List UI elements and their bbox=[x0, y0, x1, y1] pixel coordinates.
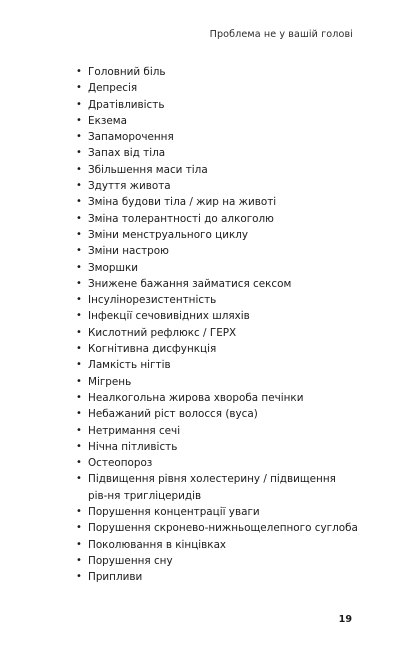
list-item bbox=[76, 64, 356, 80]
list-item-text: Неалкогольна жирова хвороба печінки bbox=[88, 391, 304, 404]
list-item-text: Нетримання сечі bbox=[88, 424, 181, 437]
bullet-icon: • bbox=[76, 66, 82, 77]
list-item bbox=[76, 553, 356, 569]
list-item-text: Порушення концентрації уваги bbox=[88, 506, 260, 519]
list-item-text: Зміна будови тіла / жир на животі bbox=[88, 196, 277, 209]
list-item bbox=[76, 390, 356, 406]
list-item-text: Запах від тіла bbox=[88, 147, 166, 160]
list-item-text: Зміни настрою bbox=[88, 245, 169, 258]
bullet-icon: • bbox=[76, 228, 82, 240]
list-item bbox=[76, 504, 356, 520]
bullet-icon: • bbox=[76, 114, 82, 126]
bullet-icon: • bbox=[76, 457, 82, 469]
list-item-text: Поколювання в кінцівках bbox=[88, 538, 227, 551]
list-item bbox=[76, 145, 356, 161]
bullet-icon: • bbox=[76, 440, 82, 452]
list-item bbox=[76, 162, 356, 178]
bullet-icon: • bbox=[76, 326, 82, 338]
list-item bbox=[76, 276, 356, 292]
list-item bbox=[76, 341, 356, 357]
list-item bbox=[76, 113, 356, 129]
bullet-icon: • bbox=[76, 343, 82, 355]
list-item-text: Знижене бажання займатися сексом bbox=[88, 277, 292, 290]
running-header: Проблема не у вашій голові bbox=[209, 29, 353, 40]
bullet-icon: • bbox=[76, 196, 82, 208]
bullet-icon: • bbox=[76, 147, 82, 159]
list-item-text: Запаморочення bbox=[88, 131, 174, 144]
bullet-icon: • bbox=[76, 261, 82, 273]
bullet-icon: • bbox=[76, 375, 82, 387]
list-item bbox=[76, 227, 356, 243]
list-item bbox=[76, 194, 356, 210]
bullet-icon: • bbox=[76, 538, 82, 550]
list-item bbox=[76, 357, 356, 373]
bullet-icon: • bbox=[76, 245, 82, 257]
bullet-icon: • bbox=[76, 359, 82, 371]
list-item-text: Мігрень bbox=[88, 375, 132, 388]
list-item-text: Здуття живота bbox=[88, 180, 171, 193]
list-item-text: Кислотний рефлюкс / ГЕРХ bbox=[88, 326, 237, 339]
list-item-text: Інсулінорезистентність bbox=[88, 294, 217, 307]
bullet-icon: • bbox=[76, 277, 82, 289]
list-item-text: Ламкість нігтів bbox=[88, 359, 171, 372]
list-item-text: Екзема bbox=[88, 114, 127, 127]
list-item-text: Зморшки bbox=[88, 261, 138, 274]
list-item bbox=[76, 260, 356, 276]
list-item-text: Нічна пітливість bbox=[88, 440, 178, 453]
page-number: 19 bbox=[338, 614, 352, 625]
list-item-text: Зміни менструального циклу bbox=[88, 228, 249, 241]
bullet-icon: • bbox=[76, 506, 82, 518]
bullet-icon: • bbox=[76, 131, 82, 143]
bullet-icon: • bbox=[76, 522, 82, 534]
bullet-icon: • bbox=[76, 554, 82, 566]
list-item bbox=[76, 423, 356, 439]
list-item-text: Порушення скронево-нижньощелепного суглоба bbox=[88, 522, 358, 535]
list-item-text: Інфекції сечовивідних шляхів bbox=[88, 310, 250, 323]
list-item-text: Остеопороз bbox=[88, 457, 153, 470]
list-item bbox=[76, 374, 356, 390]
bullet-icon: • bbox=[76, 424, 82, 436]
list-item bbox=[76, 471, 350, 504]
list-item-text: Припливи bbox=[88, 571, 143, 584]
list-item bbox=[76, 406, 356, 422]
list-item bbox=[76, 455, 356, 471]
bullet-icon: • bbox=[76, 473, 82, 485]
list-item-text: Підвищення рівня холестерину / підвищення рів-ня тригліцеридів bbox=[88, 473, 336, 502]
list-item-text: Небажаний ріст волосся (вуса) bbox=[88, 408, 258, 421]
bullet-icon: • bbox=[76, 163, 82, 175]
list-item bbox=[76, 211, 356, 227]
list-item-text: Головний біль bbox=[88, 66, 166, 78]
bullet-icon: • bbox=[76, 82, 82, 94]
list-item bbox=[76, 520, 356, 536]
symptom-list bbox=[76, 64, 356, 586]
list-item bbox=[76, 243, 356, 259]
bullet-icon: • bbox=[76, 391, 82, 403]
bullet-icon: • bbox=[76, 98, 82, 110]
bullet-icon: • bbox=[76, 212, 82, 224]
list-item bbox=[76, 308, 356, 324]
list-item bbox=[76, 178, 356, 194]
list-item-text: Збільшення маси тіла bbox=[88, 163, 208, 176]
list-item bbox=[76, 569, 356, 585]
list-item bbox=[76, 129, 356, 145]
bullet-icon: • bbox=[76, 571, 82, 583]
list-item bbox=[76, 97, 356, 113]
list-item-text: Зміна толерантності до алкоголю bbox=[88, 212, 274, 225]
list-item-text: Дратівливість bbox=[88, 98, 165, 111]
list-item bbox=[76, 537, 356, 553]
list-item-text: Когнітивна дисфункція bbox=[88, 343, 217, 356]
bullet-icon: • bbox=[76, 180, 82, 192]
list-item bbox=[76, 80, 356, 96]
bullet-icon: • bbox=[76, 408, 82, 420]
bullet-icon: • bbox=[76, 294, 82, 306]
bullet-icon: • bbox=[76, 310, 82, 322]
list-item-text: Депресія bbox=[88, 82, 138, 95]
list-item bbox=[76, 439, 356, 455]
list-item-text: Порушення сну bbox=[88, 554, 173, 567]
list-item bbox=[76, 292, 356, 308]
list-item bbox=[76, 325, 356, 341]
